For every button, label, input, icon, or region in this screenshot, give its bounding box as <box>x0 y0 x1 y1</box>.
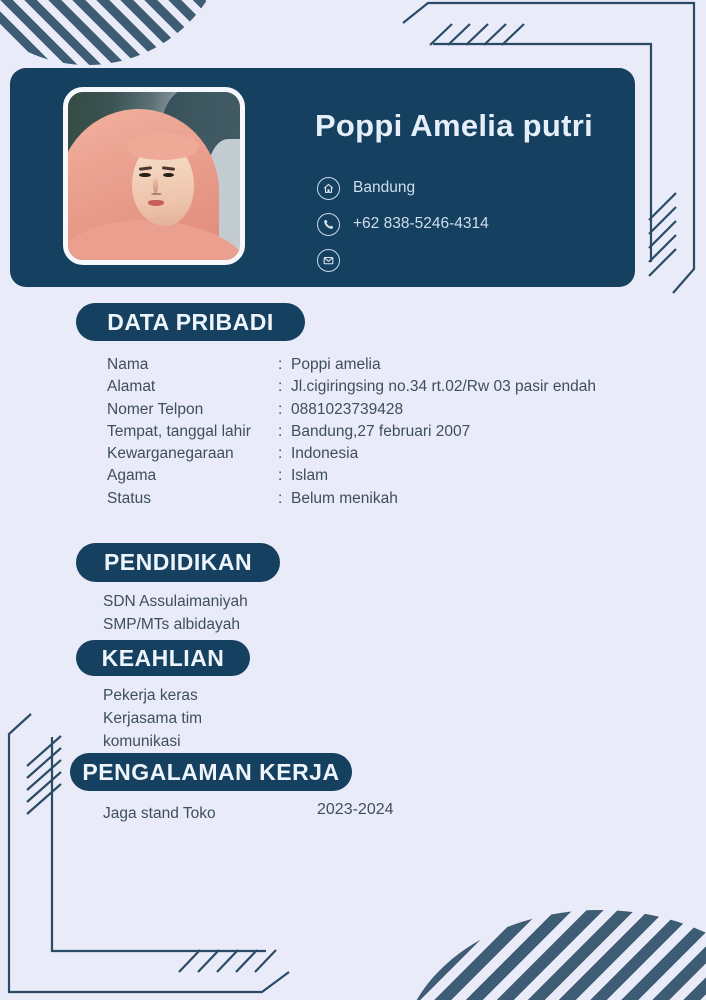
colon: : <box>278 467 283 485</box>
contact-location-label: Bandung <box>353 179 416 196</box>
data-row-nama <box>107 354 667 376</box>
field-label: Nama <box>107 356 149 373</box>
colon: : <box>278 422 283 440</box>
field-value: 0881023739428 <box>291 400 404 418</box>
contact-list <box>317 176 489 284</box>
section-title-keahlian: KEAHLIAN <box>76 640 250 676</box>
field-label: Status <box>107 489 151 507</box>
colon: : <box>278 356 283 373</box>
pendidikan-list <box>103 591 248 636</box>
field-label: Tempat, tanggal lahir <box>107 422 251 440</box>
portrait-hijab-fold <box>126 133 198 160</box>
data-row-nomer-telpon <box>107 399 667 421</box>
portrait-eye <box>139 173 151 178</box>
data-row-agama <box>107 465 667 487</box>
striped-circle-top-left <box>0 0 230 65</box>
hatch-group-bottom <box>179 950 276 972</box>
keahlian-list <box>103 684 202 753</box>
person-name: Poppi Amelia putri <box>314 108 594 143</box>
field-label: Alamat <box>107 378 156 396</box>
colon: : <box>278 400 283 418</box>
contact-row-location <box>317 176 489 200</box>
contact-phone-label: +62 838-5246-4314 <box>353 215 489 232</box>
contact-row-phone <box>317 212 489 236</box>
data-pribadi-rows <box>107 354 667 510</box>
data-row-kewarganegaraan <box>107 443 667 465</box>
profile-photo <box>63 87 245 265</box>
data-row-alamat <box>107 376 667 398</box>
list-item: SMP/MTs albidayah <box>103 615 240 633</box>
list-item: komunikasi <box>103 733 181 750</box>
field-value: Bandung,27 februari 2007 <box>291 422 471 440</box>
section-title-pengalaman-kerja: PENGALAMAN KERJA <box>70 753 352 791</box>
field-value: Indonesia <box>291 445 359 463</box>
experience-role: Jaga stand Toko <box>103 805 216 822</box>
field-value: Jl.cigiringsing no.34 rt.02/Rw 03 pasir endah <box>291 378 597 396</box>
home-icon <box>317 177 340 200</box>
hatch-group-left-middle <box>27 736 61 814</box>
colon: : <box>278 378 283 396</box>
contact-row-email <box>317 248 489 272</box>
colon: : <box>278 445 283 463</box>
email-icon <box>317 249 340 272</box>
data-row-tempat-tanggal-lahir <box>107 421 667 443</box>
field-label: Nomer Telpon <box>107 400 204 418</box>
section-title-pendidikan: PENDIDIKAN <box>76 543 280 582</box>
hatch-group-right-middle <box>649 193 676 276</box>
striped-circle-bottom-right <box>400 910 706 1000</box>
header-card <box>10 68 635 287</box>
experience-period: 2023-2024 <box>317 801 394 818</box>
list-item: Pekerja keras <box>103 687 198 704</box>
hatch-group-top-right <box>430 24 524 45</box>
data-row-status <box>107 488 667 510</box>
colon: : <box>278 489 283 507</box>
field-value: Islam <box>291 467 329 485</box>
list-item: SDN Assulaimaniyah <box>103 593 248 610</box>
field-label: Kewarganegaraan <box>107 445 234 463</box>
phone-icon <box>317 213 340 236</box>
list-item: Kerjasama tim <box>103 710 203 727</box>
field-value: Belum menikah <box>291 489 398 507</box>
section-title-data-pribadi: DATA PRIBADI <box>76 303 305 341</box>
field-label: Agama <box>107 467 157 485</box>
field-value: Poppi amelia <box>291 356 381 373</box>
